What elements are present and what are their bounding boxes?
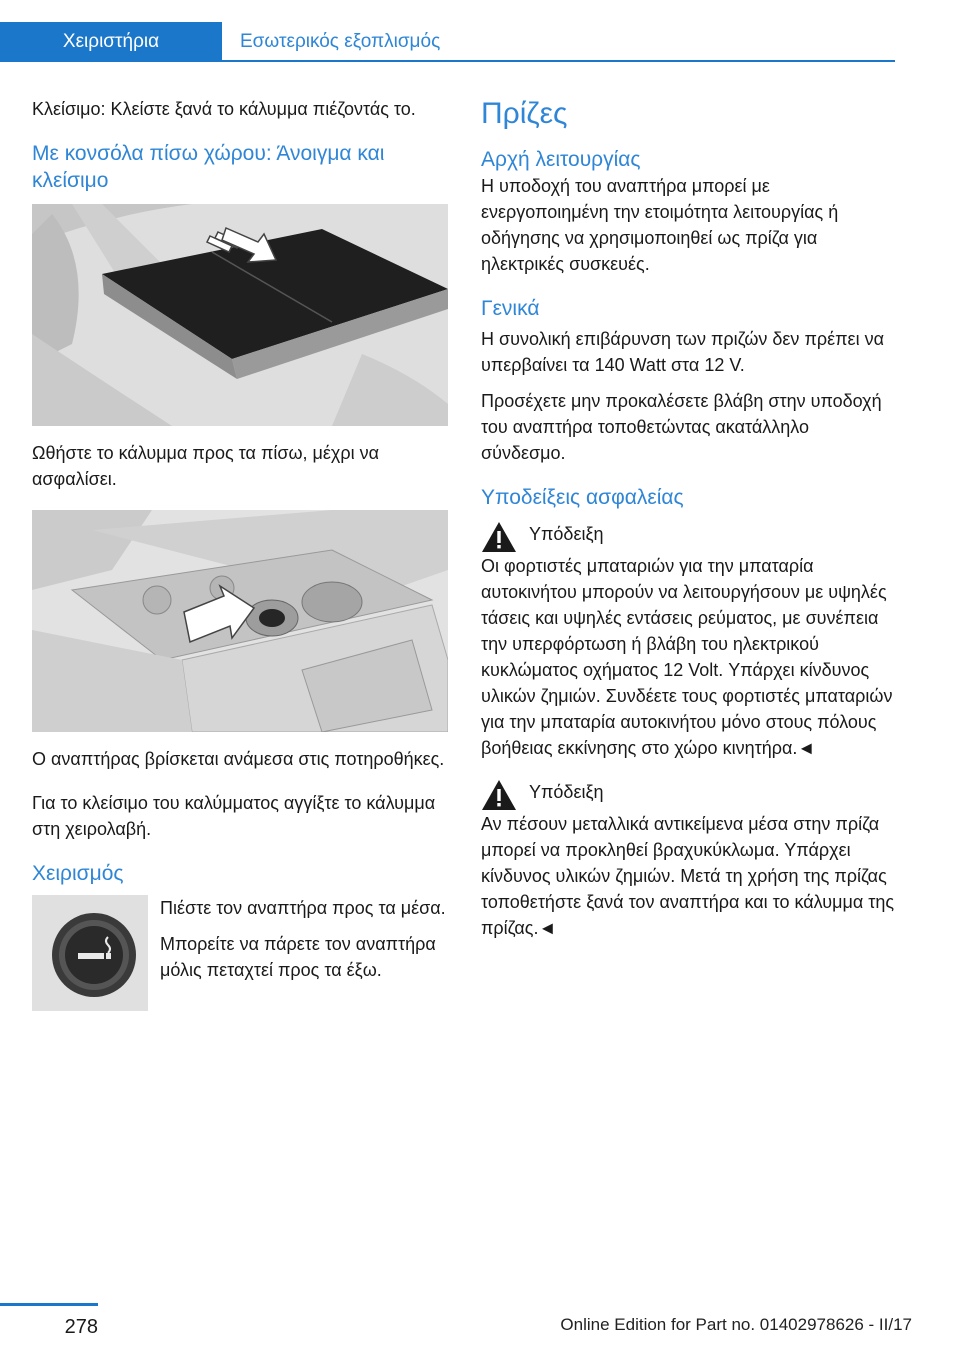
note-1-title: Υπόδειξη bbox=[529, 524, 604, 544]
paragraph-push-cover: Ωθήστε το κάλυμμα προς τα πίσω, μέχρι να ασφαλίσει. bbox=[32, 443, 380, 489]
left-column bbox=[32, 96, 450, 1011]
heading-rear-console: Με κονσόλα πίσω χώρου: Άνοιγμα και κλείσιμο bbox=[32, 142, 385, 192]
footer-rule bbox=[0, 1303, 98, 1306]
heading-operation: Χειρισμός bbox=[32, 862, 124, 885]
warning-triangle-icon bbox=[481, 779, 517, 811]
lighter-figure-row bbox=[32, 895, 450, 1011]
paragraph-press-lighter: Πιέστε τον αναπτήρα προς τα μέσα. bbox=[160, 898, 446, 918]
note-2-text: Αν πέσουν μεταλλικά αντικείμενα μέσα στην πρίζα μπορεί να προκληθεί βραχυκύκλωμα. Υπάρχει κίνδυνος υλικών ζημιών. Μετά τη χρήση της πρίζας τοποθετήστε ξανά τον αναπτήρα και το κάλυμμα της πρίζας.◄ bbox=[481, 814, 895, 938]
paragraph-lighter-location: Ο αναπτήρας βρίσκεται ανάμεσα στις ποτηροθήκες. bbox=[32, 749, 445, 769]
tab-interior-equipment[interactable]: Εσωτερικός εξοπλισμός bbox=[240, 31, 441, 52]
page-number: 278 bbox=[64, 1316, 98, 1338]
note-1-text: Οι φορτιστές μπαταριών για την μπαταρία αυτοκινήτου μπορούν να λειτουργήσουν με υψηλές τάσεις και υψηλές εντάσεις ρεύματος, με συνέπεια την υπερφόρτωση ή βλάβη του ηλεκτρικού κυκλώματος οχήματος 12 Volt. Υπάρχει κίνδυνος υλικών ζημιών. Συνδέετε τους φορτιστές μπαταριών για την μπαταρία αυτοκινήτου μόνο στους πόλους βοήθειας εκκίνησης στο χώρο κινητήρα.◄ bbox=[481, 556, 893, 758]
heading-principle: Αρχή λειτουργίας bbox=[481, 148, 641, 171]
paragraph-care: Προσέχετε μην προκαλέσετε βλάβη στην υποδοχή του αναπτήρα τοποθετώντας ακατάλληλο σύνδεσμο. bbox=[481, 391, 882, 463]
paragraph-close-cover: Για το κλείσιμο του καλύμματος αγγίξτε το κάλυμμα στη χειρολαβή. bbox=[32, 793, 436, 839]
paragraph-remove-lighter: Μπορείτε να πάρετε τον αναπτήρα μόλις πεταχτεί προς τα έξω. bbox=[160, 934, 436, 980]
warning-triangle-icon bbox=[481, 521, 517, 553]
safety-note-2 bbox=[481, 779, 897, 941]
paragraph-power-limit: Η συνολική επιβάρυνση των πριζών δεν πρέπει να υπερβαίνει τα 140 Watt στα 12 V. bbox=[481, 329, 884, 375]
photo-console-cover bbox=[32, 204, 448, 426]
heading-sockets: Πρίζες bbox=[481, 97, 568, 130]
heading-safety: Υποδείξεις ασφαλείας bbox=[481, 486, 684, 509]
safety-note-1 bbox=[481, 521, 897, 761]
heading-general: Γενικά bbox=[481, 297, 540, 320]
note-2-title: Υπόδειξη bbox=[529, 782, 604, 802]
right-column bbox=[481, 96, 897, 941]
edition-note: Online Edition for Part no. 01402978626 - II/17 bbox=[560, 1315, 912, 1334]
lighter-button-icon bbox=[32, 895, 148, 1011]
photo-cupholders bbox=[32, 510, 448, 732]
lighter-instructions bbox=[160, 895, 450, 1011]
paragraph-close: Κλείσιμο: Κλείστε ξανά το κάλυμμα πιέζοντάς το. bbox=[32, 99, 416, 119]
tab-controls[interactable]: Χειριστήρια bbox=[0, 22, 222, 62]
header-rule bbox=[222, 60, 895, 62]
page-header bbox=[0, 0, 895, 62]
paragraph-principle: Η υποδοχή του αναπτήρα μπορεί με ενεργοποιημένη την ετοιμότητα λειτουργίας ή οδήγησης να χρησιμοποιηθεί ως πρίζα για ηλεκτρικές συσκευές. bbox=[481, 176, 839, 274]
